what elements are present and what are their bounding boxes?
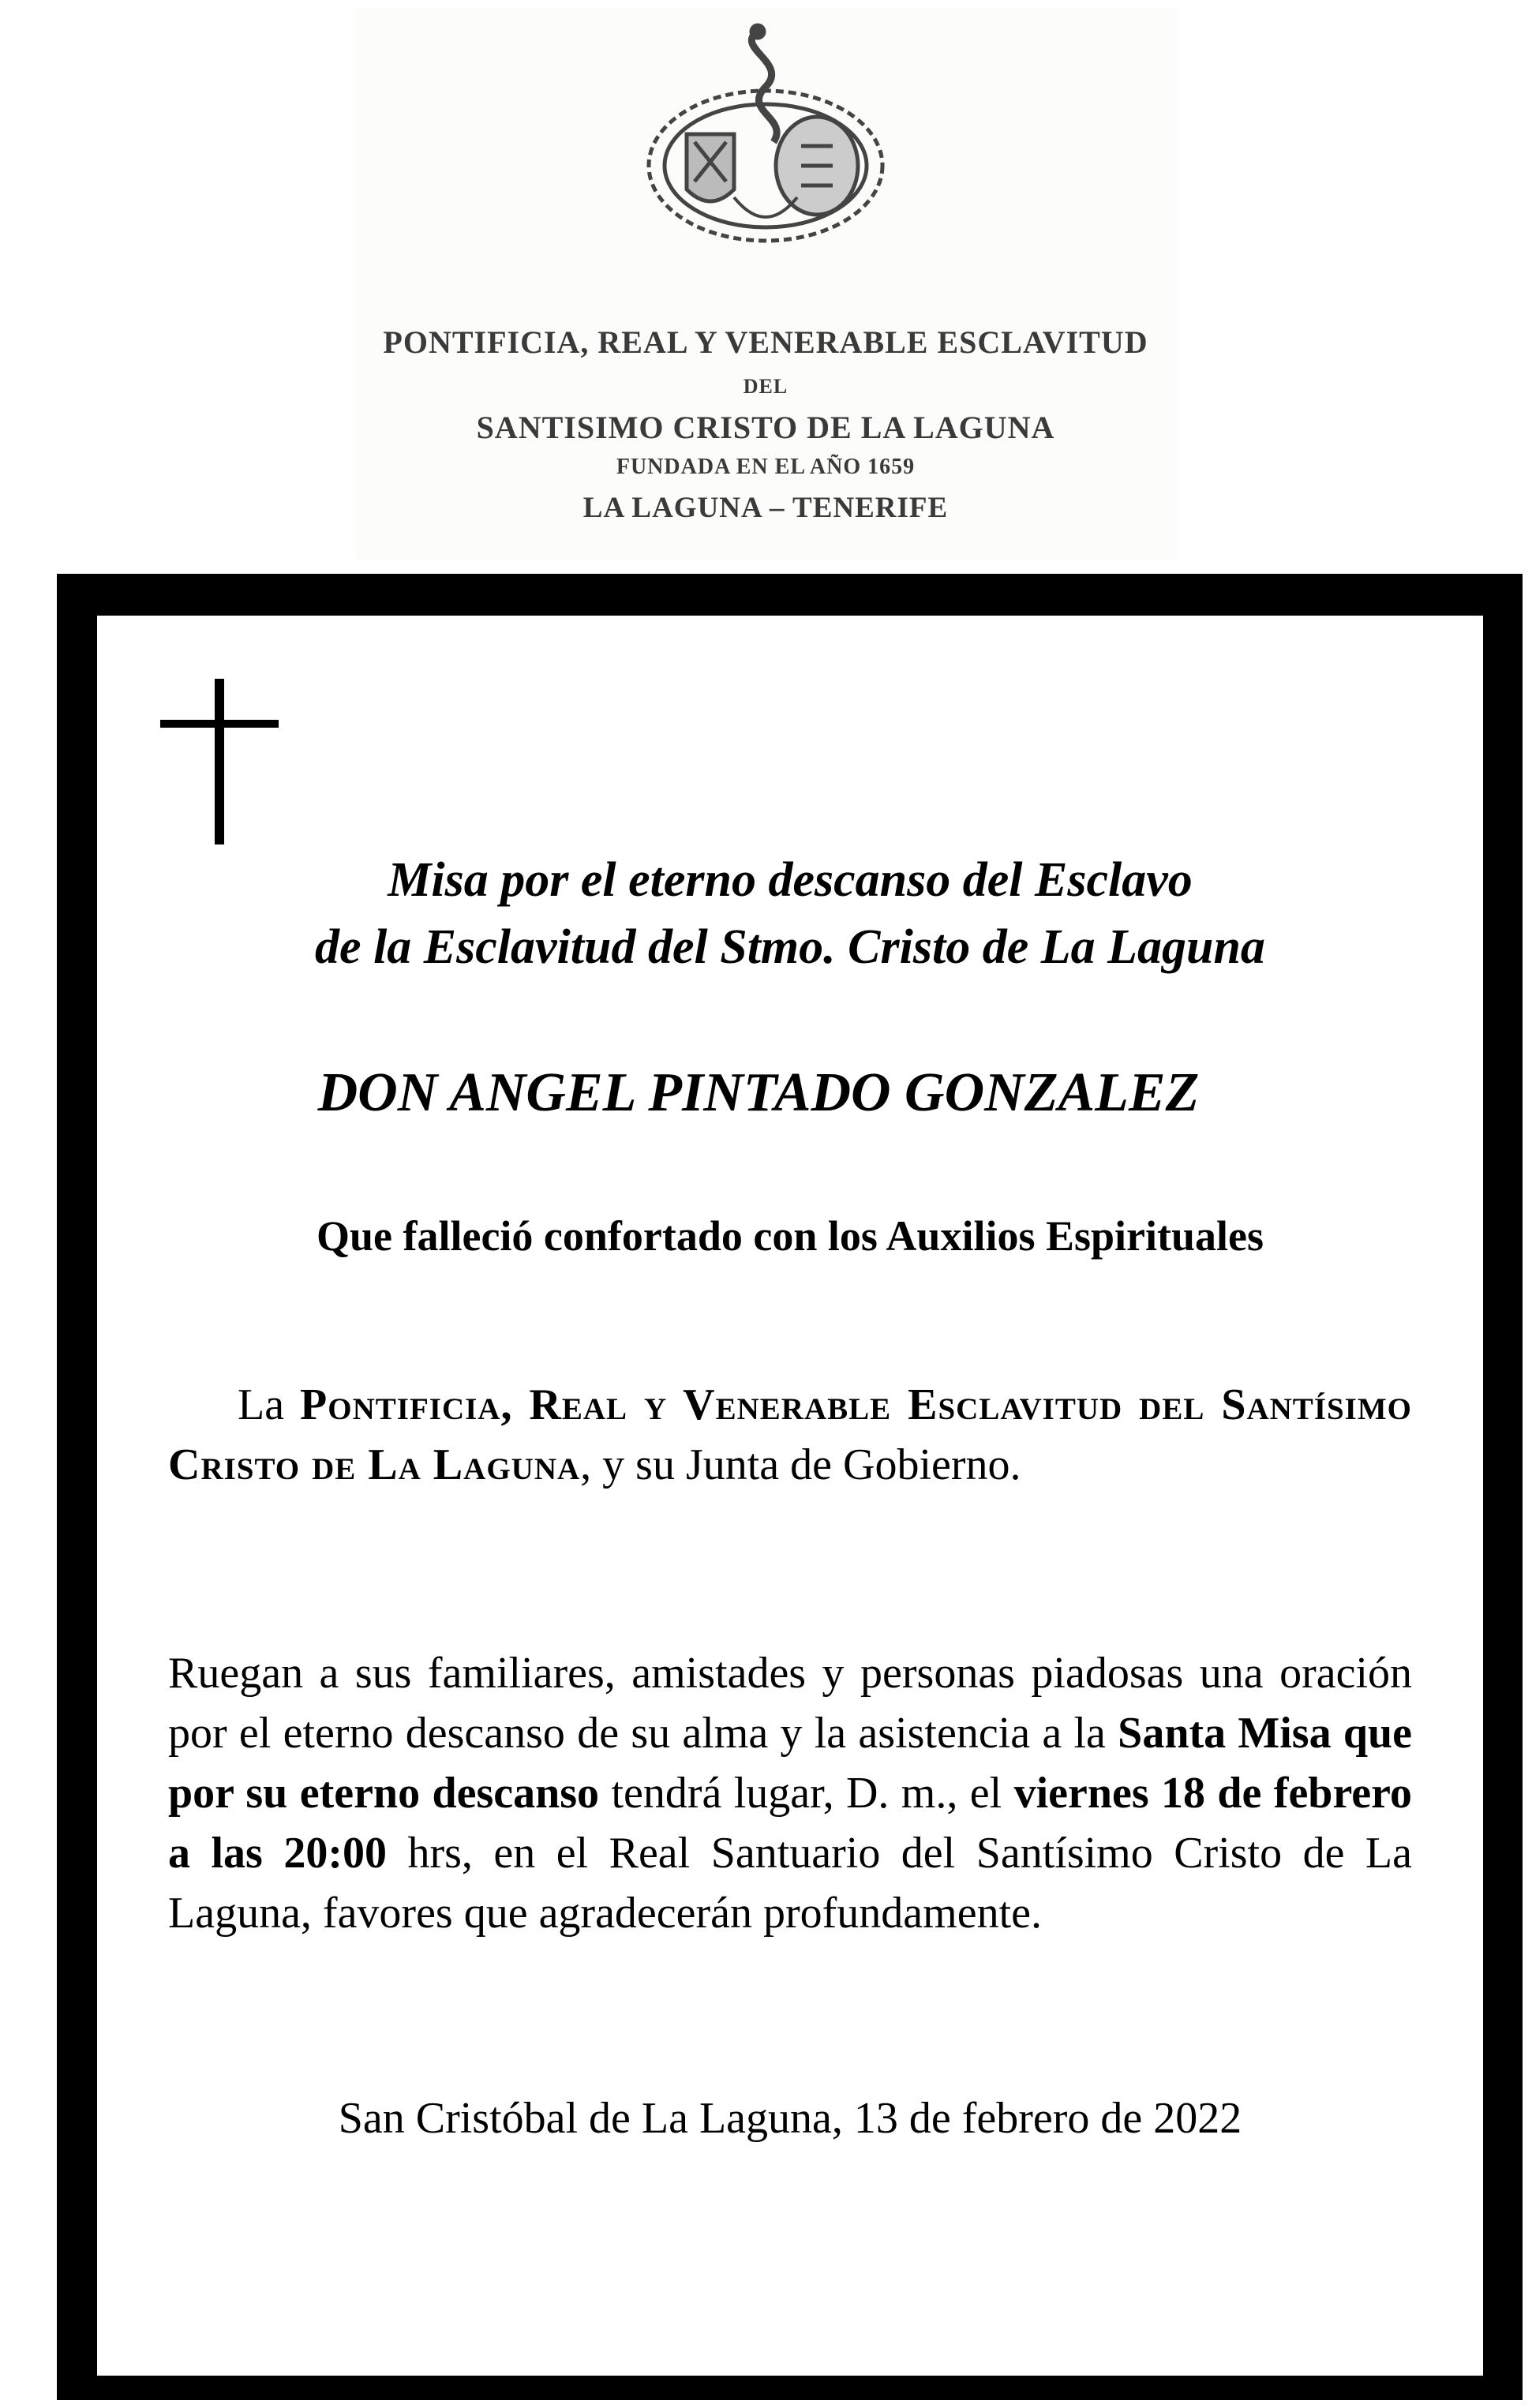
p1-tail: , y su Junta de Gobierno. [580, 1440, 1021, 1489]
letterhead-line-1: PONTIFICIA, REAL Y VENERABLE ESCLAVITUD [383, 324, 1148, 360]
subtitle: Que falleció confortado con los Auxilios Espirituales [316, 1212, 1264, 1260]
letterhead-line-4: FUNDADA EN EL AÑO 1659 [616, 455, 916, 479]
mass-phrase: Santa Misa que por su eterno descanso [168, 1709, 1412, 1818]
p2-part-a: Ruegan a sus familiares, amistades y personas piadosas una oración por el eterno descanso de su alma y la asistencia a la [168, 1649, 1412, 1758]
letterhead-line-5: LA LAGUNA – TENERIFE [582, 492, 949, 524]
mass-date-time: viernes 18 de febrero a las 20:00 [168, 1769, 1412, 1878]
place-and-date: San Cristóbal de La Laguna, 13 de febrero de 2022 [338, 2094, 1242, 2143]
p2-part-c: tendrá lugar, D. m., el [599, 1769, 1014, 1818]
confraternity-coat-of-arms-icon [639, 16, 892, 253]
letterhead-line-3: SANTISIMO CRISTO DE LA LAGUNA [476, 410, 1055, 445]
letterhead-line-2: DEL [743, 375, 788, 398]
mass-title-line-1: Misa por el eterno descanso del Esclavo [388, 853, 1193, 907]
organization-name: Pontificia, Real y Venerable Esclavitud del Santísimo Cristo de La Laguna [168, 1380, 1413, 1489]
p2-part-e: hrs, en el Real Santuario del Santísimo Cristo de La Laguna, favores que agradecerán profundamente. [168, 1829, 1412, 1938]
p1-lead: La [238, 1380, 301, 1429]
announcement-paragraph [168, 1375, 1412, 1495]
request-paragraph [168, 1643, 1412, 1943]
latin-cross-icon [160, 679, 279, 852]
mass-title-line-2: de la Esclavitud del Stmo. Cristo de La Laguna [315, 920, 1265, 974]
deceased-name: DON ANGEL PINTADO GONZALEZ [317, 1062, 1200, 1123]
letterhead [355, 8, 1176, 560]
obituary-card [97, 616, 1483, 2376]
